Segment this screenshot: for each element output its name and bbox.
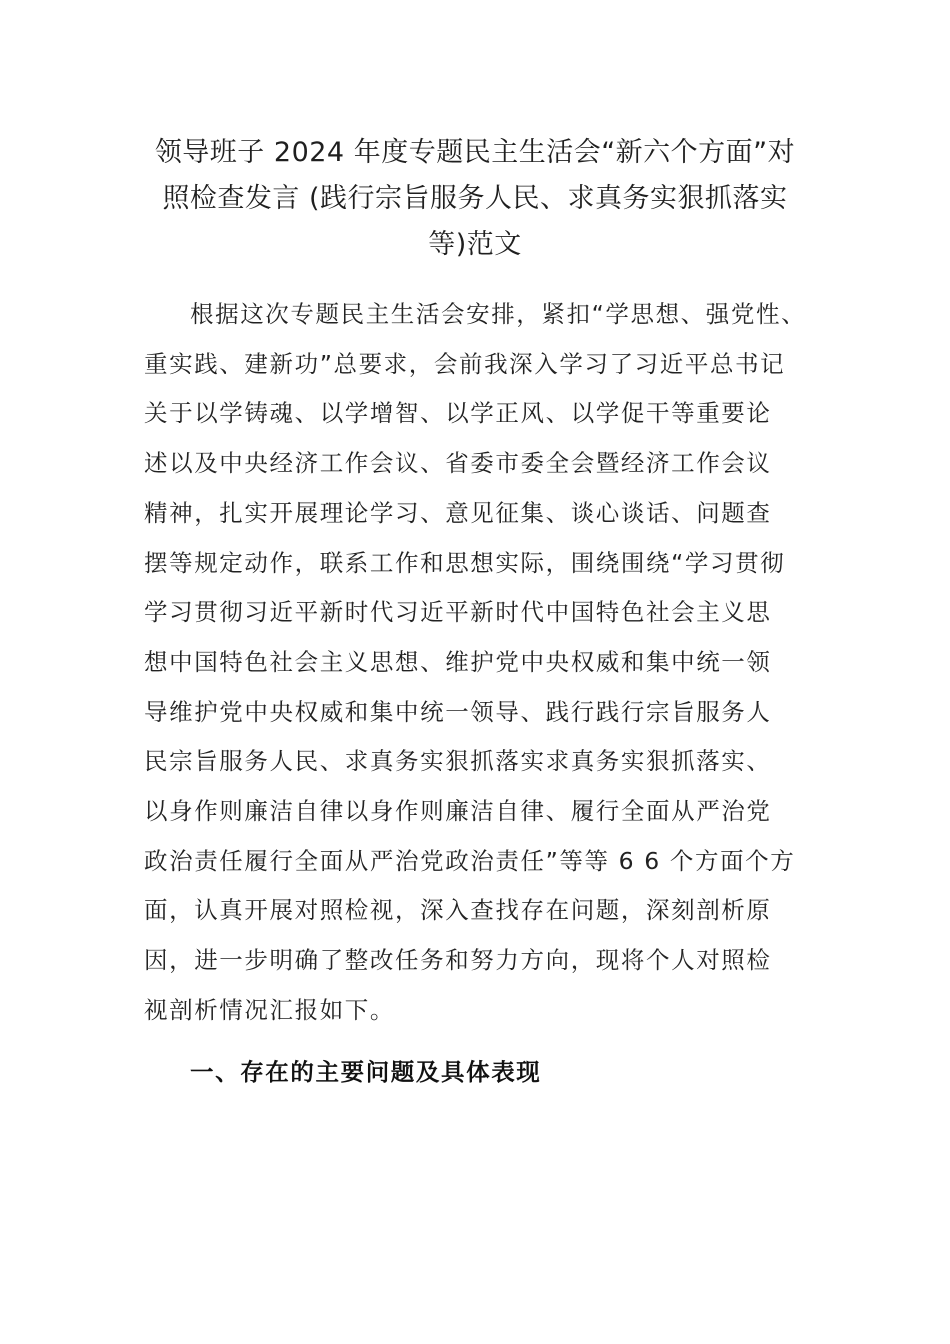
paragraph-line: 关于以学铸魂、以学增智、以学正风、以学促干等重要论 [144,399,772,428]
paragraph-line: 学习贯彻习近平新时代习近平新时代中国特色社会主义思 [144,598,772,627]
paragraph-line: 精神，扎实开展理论学习、意见征集、谈心谈话、问题查 [144,498,772,527]
title-line: 照检查发言 (践行宗旨服务人民、求真务实狠抓落实 [162,183,788,214]
paragraph-line: 述以及中央经济工作会议、省委市委全会暨经济工作会议 [144,449,772,478]
paragraph-line: 民宗旨服务人民、求真务实狠抓落实求真务实狠抓落实、 [144,747,772,776]
title-line: 等)范文 [428,229,522,260]
intro-paragraph [144,290,807,1036]
paragraph-line: 政治责任履行全面从严治党政治责任”等等 6 6 个方面个方 [144,846,796,875]
paragraph-line: 面，认真开展对照检视，深入查找存在问题，深刻剖析原 [144,896,772,925]
paragraph-line: 根据这次专题民主生活会安排，紧扣“学思想、强党性、 [190,300,807,328]
section-heading: 一、存在的主要问题及具体表现 [190,1058,542,1086]
title-line: 领导班子 2024 年度专题民主生活会“新六个方面”对 [154,137,796,168]
document-title [140,130,810,268]
paragraph-line: 想中国特色社会主义思想、维护党中央权威和集中统一领 [144,647,772,676]
paragraph-line: 视剖析情况汇报如下。 [144,995,395,1024]
paragraph-line: 因，进一步明确了整改任务和努力方向，现将个人对照检 [144,946,772,975]
paragraph-line: 重实践、建新功”总要求，会前我深入学习了习近平总书记 [144,349,786,378]
paragraph-line: 摆等规定动作，联系工作和思想实际，围绕围绕“学习贯彻 [144,548,786,577]
paragraph-line: 以身作则廉洁自律以身作则廉洁自律、履行全面从严治党 [144,797,772,826]
paragraph-line: 导维护党中央权威和集中统一领导、践行践行宗旨服务人 [144,697,772,726]
